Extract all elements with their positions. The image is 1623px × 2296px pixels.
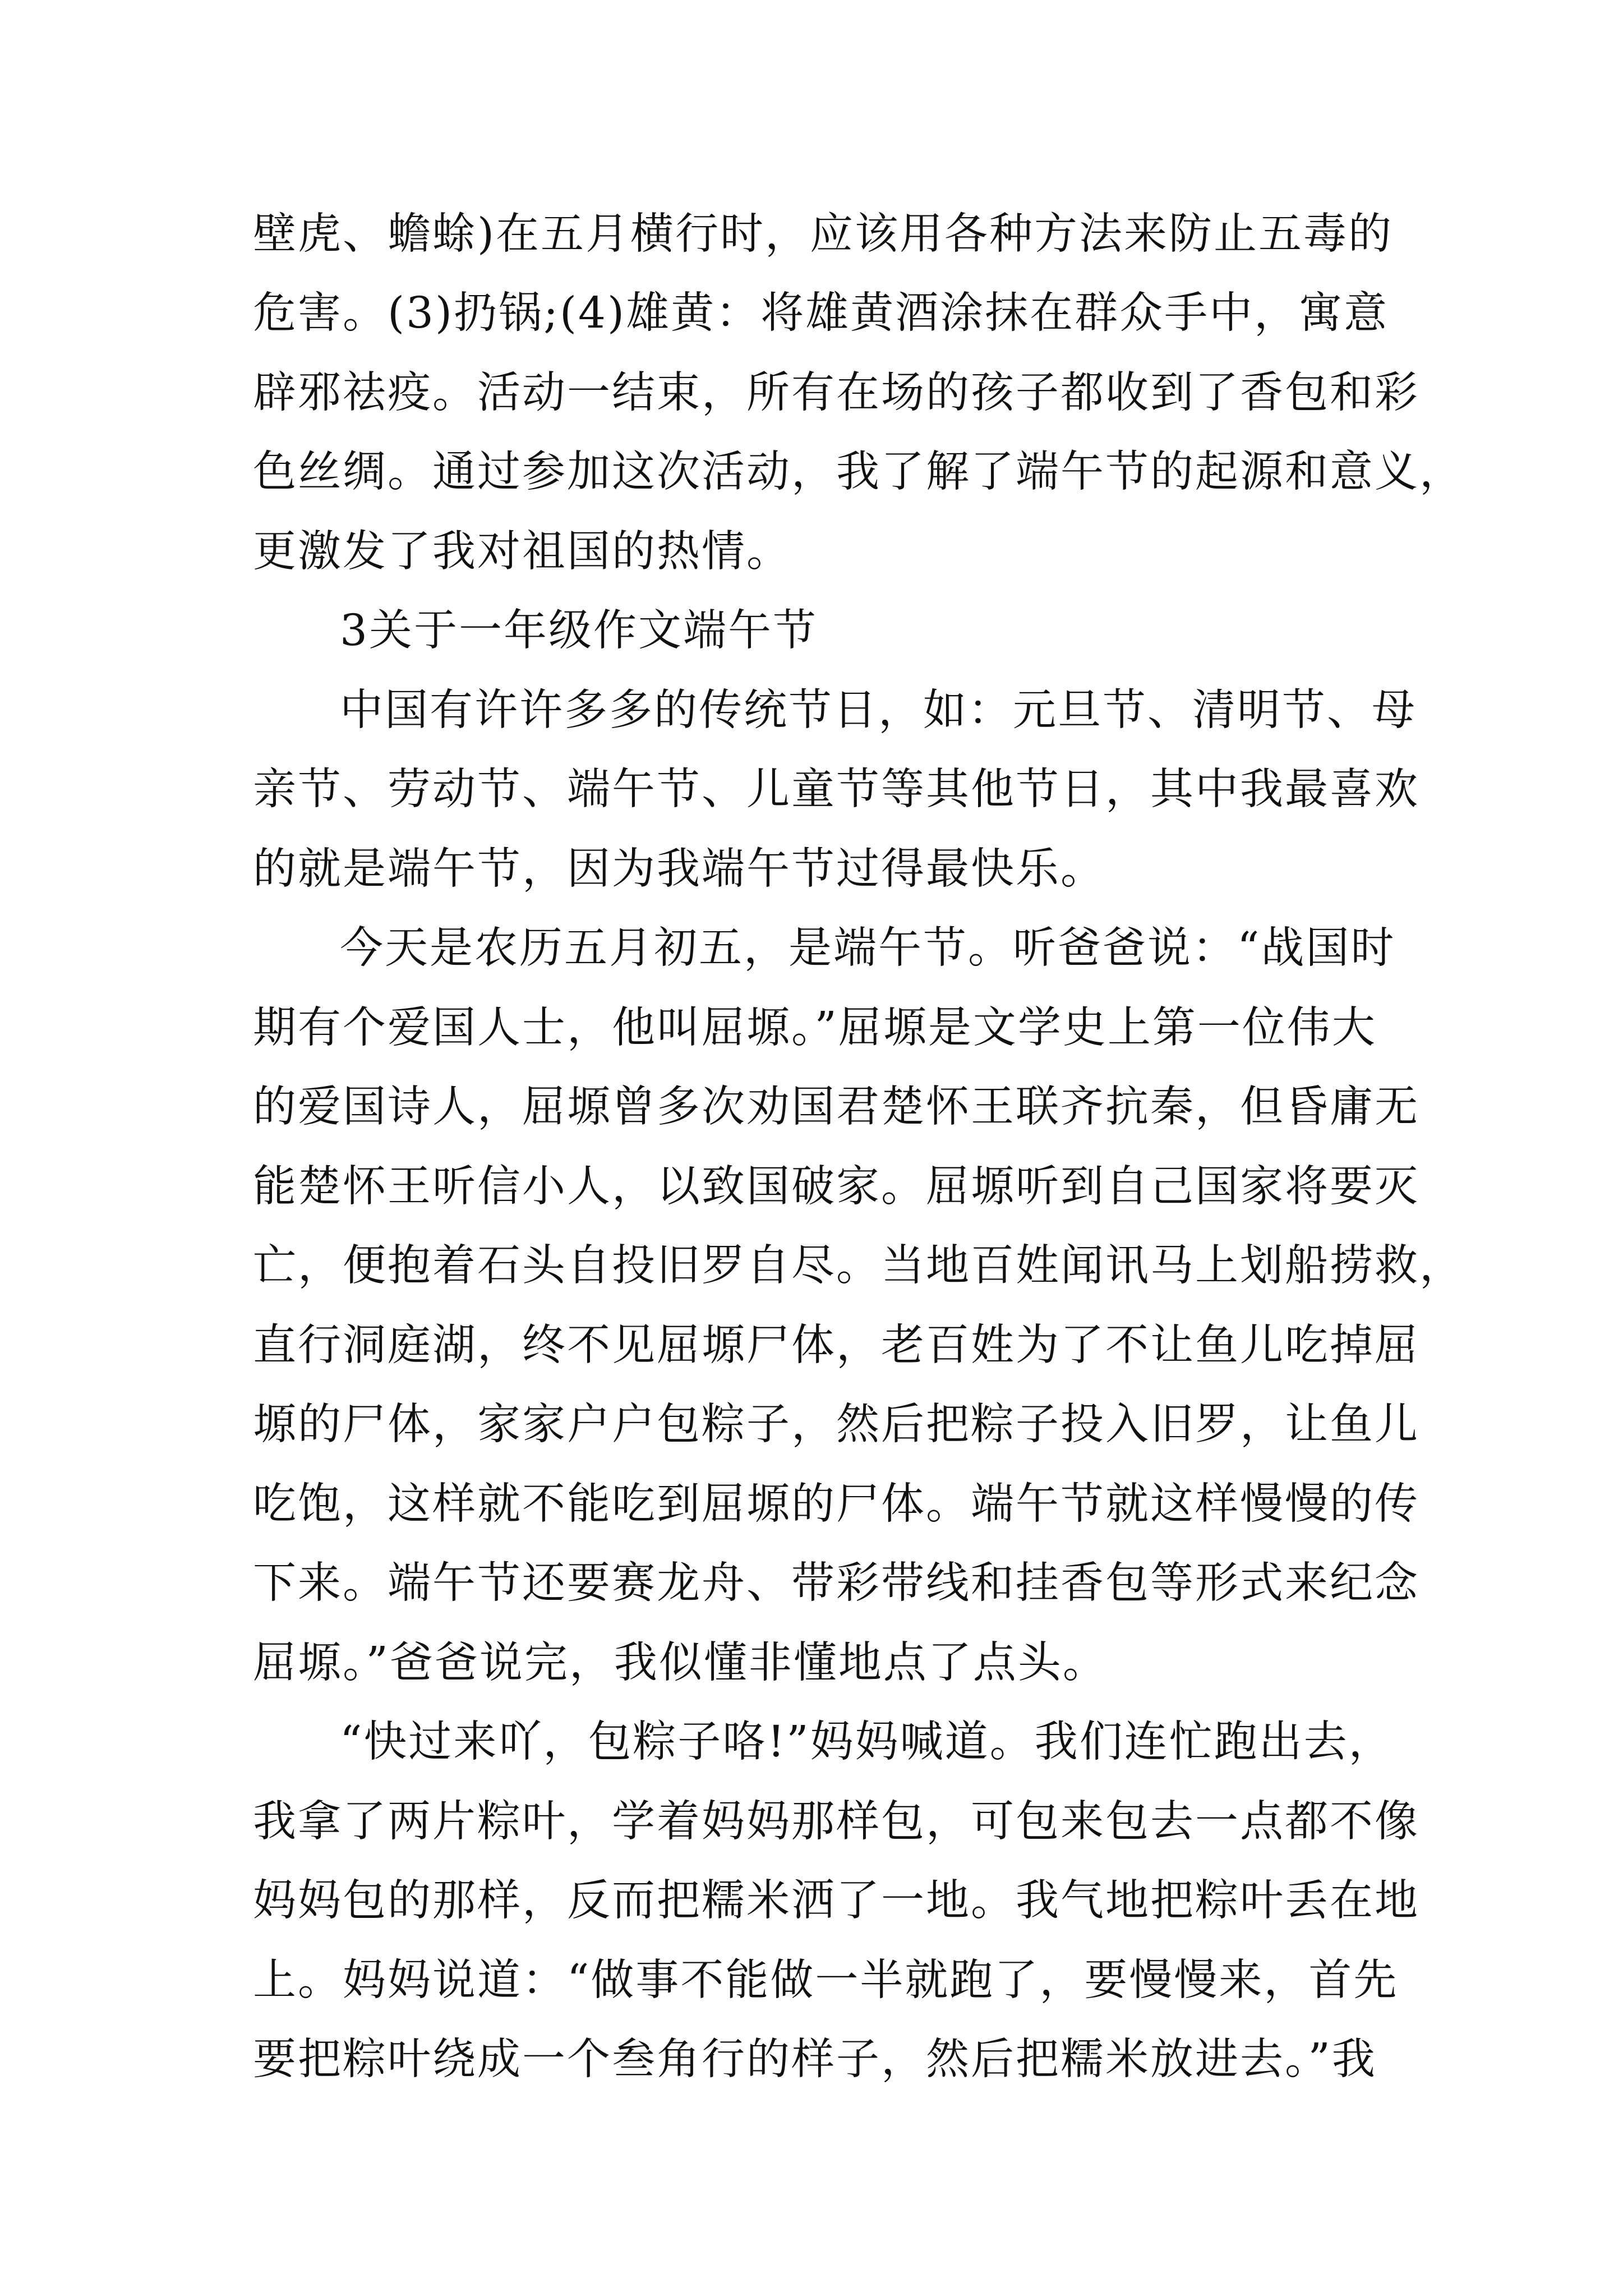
paragraph-line: 辟邪祛疫。活动一结束，所有在场的孩子都收到了香包和彩 [253,368,1419,418]
paragraph-line: 壁虎、蟾蜍)在五月横行时，应该用各种方法来防止五毒的 [253,209,1394,259]
paragraph-line: 要把粽叶绕成一个叁角行的样子，然后把糯米放进去。”我 [253,2035,1377,2085]
paragraph-line: 直行洞庭湖，终不见屈塬尸体，老百姓为了不让鱼儿吃掉屈 [253,1320,1419,1370]
paragraph-line: 上。妈妈说道：“做事不能做一半就跑了，要慢慢来，首先 [253,1955,1399,2005]
paragraph-line: 亡，便抱着石头自投旧罗自尽。当地百姓闻讯马上划船捞救， [253,1241,1464,1291]
paragraph-line: 的就是端午节，因为我端午节过得最快乐。 [253,844,1105,894]
paragraph-line: 期有个爱国人士，他叫屈塬。”屈塬是文学史上第一位伟大 [253,1003,1377,1053]
paragraph-line: 塬的尸体，家家户户包粽子，然后把粽子投入旧罗，让鱼儿 [253,1400,1419,1450]
paragraph-line: 的爱国诗人，屈塬曾多次劝国君楚怀王联齐抗秦，但昏庸无 [253,1082,1419,1132]
paragraph-line: “快过来吖，包粽子咯!”妈妈喊道。我们连忙跑出去， [340,1717,1394,1767]
paragraph-line: 能楚怀王听信小人，以致国破家。屈塬听到自己国家将要灭 [253,1162,1419,1212]
paragraph-line: 下来。端午节还要赛龙舟、带彩带线和挂香包等形式来纪念 [253,1558,1419,1608]
paragraph-line: 屈塬。”爸爸说完，我似懂非懂地点了点头。 [253,1638,1108,1688]
paragraph-line: 吃饱，这样就不能吃到屈塬的尸体。端午节就这样慢慢的传 [253,1479,1419,1529]
paragraph-line: 今天是农历五月初五，是端午节。听爸爸说：“战国时 [340,923,1396,973]
paragraph-line: 亲节、劳动节、端午节、儿童节等其他节日，其中我最喜欢 [253,765,1419,815]
paragraph-line: 中国有许许多多的传统节日，如：元旦节、清明节、母 [340,685,1417,735]
paragraph-line: 我拿了两片粽叶，学着妈妈那样包，可包来包去一点都不像 [253,1797,1419,1847]
paragraph-line: 危害。(3)扔锅;(4)雄黄：将雄黄酒涂抹在群众手中，寓意 [253,288,1389,338]
paragraph-line: 更激发了我对祖国的热情。 [253,527,791,577]
paragraph-line: 色丝绸。通过参加这次活动，我了解了端午节的起源和意义， [253,447,1464,497]
paragraph-line: 妈妈包的那样，反而把糯米洒了一地。我气地把粽叶丢在地 [253,1876,1419,1926]
section-heading: 3关于一年级作文端午节 [340,606,818,656]
